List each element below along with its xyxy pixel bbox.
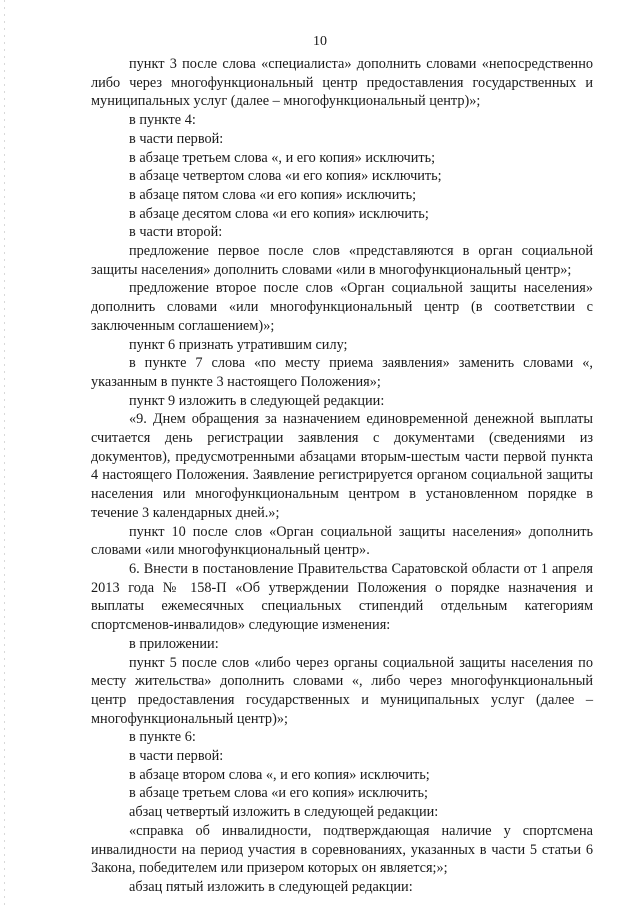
paragraph: в пункте 4: bbox=[129, 112, 196, 129]
paragraph: в пункте 7 слова «по месту приема заявления» заменить словами «, указанным в пункте 3 настоящего Положения»; bbox=[91, 355, 593, 390]
paragraph: в абзаце втором слова «, и его копия» исключить; bbox=[129, 766, 430, 783]
paragraph: «9. Днем обращения за назначением единовременной денежной выплаты считается день регистрации заявления с документами (сведениями из документов), предусмотренными абзацами вторым-шестым части первой пункта 4 настоящего Положения. Заявление регистрируется органом социальной защиты населения или многофункциональным центром в установленном порядке в течение 3 календарных дней.»; bbox=[91, 411, 593, 521]
paragraph: пункт 5 после слов «либо через органы социальной защиты населения по месту жительства» дополнить словами «, либо через многофункциональный центр предоставления государственных и муниципальных услуг (далее – многофункциональный центр)»; bbox=[91, 654, 593, 727]
page-number: 10 bbox=[313, 34, 327, 49]
paragraph: в абзаце четвертом слова «и его копия» исключить; bbox=[129, 168, 442, 185]
paragraph: предложение первое после слов «представляются в орган социальной защиты населения» дополнить словами «или в многофункциональный центр»; bbox=[91, 243, 593, 278]
paragraph: предложение второе после слов «Орган социальной защиты населения» дополнить словами «или многофункциональный центр (в соответствии с заключенным соглашением)»; bbox=[91, 280, 593, 334]
scan-edge-mark bbox=[4, 0, 5, 905]
paragraph: пункт 9 изложить в следующей редакции: bbox=[129, 392, 385, 409]
paragraph: в абзаце пятом слова «и его копия» исключить; bbox=[129, 186, 417, 203]
paragraph: «справка об инвалидности, подтверждающая наличие у спортсмена инвалидности на период участия в соревнованиях, указанных в части 5 статьи 6 Закона, победителем или призером которых он является;»; bbox=[91, 822, 593, 877]
paragraph: в части первой: bbox=[129, 130, 224, 147]
paragraph: абзац пятый изложить в следующей редакции: bbox=[129, 878, 413, 895]
paragraph: в части второй: bbox=[129, 224, 223, 241]
paragraph: пункт 3 после слова «специалиста» дополнить словами «непосредственно либо через многофункциональный центр предоставления государственных и муниципальных услуг (далее – многофункциональный центр)»; bbox=[91, 56, 593, 110]
paragraph: в абзаце десятом слова «и его копия» исключить; bbox=[129, 205, 429, 222]
document-body bbox=[91, 55, 593, 897]
paragraph: 6. Внести в постановление Правительства Саратовской области от 1 апреля 2013 года № 158-П «Об утверждении Положения о порядке назначения и выплаты ежемесячных специальных стипендий отдельным категориям спортсменов-инвалидов» следующие изменения: bbox=[91, 560, 593, 634]
paragraph: пункт 10 после слов «Орган социальной защиты населения» дополнить словами «или многофункциональный центр». bbox=[91, 523, 593, 559]
paragraph: в абзаце третьем слова «и его копия» исключить; bbox=[129, 785, 428, 802]
paragraph: абзац четвертый изложить в следующей редакции: bbox=[129, 804, 439, 821]
paragraph: в абзаце третьем слова «, и его копия» исключить; bbox=[129, 149, 436, 166]
paragraph: в пункте 6: bbox=[129, 729, 196, 746]
paragraph: в приложении: bbox=[129, 635, 219, 652]
paragraph: пункт 6 признать утратившим силу; bbox=[129, 336, 348, 353]
paragraph: в части первой: bbox=[129, 748, 224, 765]
